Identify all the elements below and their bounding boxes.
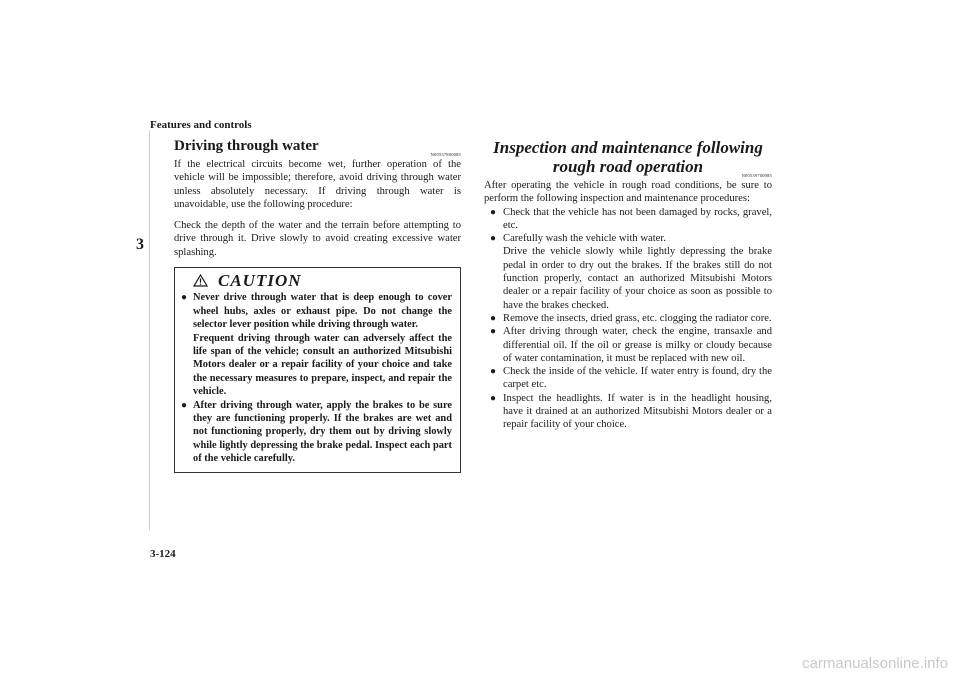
bullet-icon: ●	[490, 392, 497, 404]
section-title-line2: rough road operation	[552, 157, 704, 176]
page-number: 3-124	[150, 548, 176, 560]
caution-item	[181, 291, 452, 398]
bullet-icon: ●	[490, 206, 497, 218]
section-title-driving-through-water: Driving through water	[174, 138, 319, 154]
list-item	[484, 325, 772, 365]
list-item-text: After driving through water, check the engine, transaxle and differential oil. If the oil or grease is milky or cloudy because of water contamination, it must be replaced with new oil.	[503, 326, 772, 364]
caution-item-text: After driving through water, apply the brakes to be sure they are functioning properly. If the brakes are wet and not functioning properly, dry them out by driving slowly while lightly depressing the brake pedal. Inspect each part of the vehicle carefully.	[193, 399, 452, 465]
bullet-icon: ●	[490, 366, 497, 378]
bullet-icon: ●	[181, 292, 188, 304]
list-item	[484, 312, 772, 325]
caution-item-text: Never drive through water that is deep enough to cover wheel hubs, axles or exhaust pipe. Do not change the selector lever position while driving through water. Frequent driving through water can adversely affect the life span of the vehicle; consult an authorized Mitsubishi Motors dealer or a repair facility of your choice and take the necessary measures to prepare, inspect, and repair the vehicle.	[193, 292, 452, 398]
list-item-text: Inspect the headlights. If water is in the headlight housing, have it drained at an authorized Mitsubishi Motors dealer or a repair facility of your choice.	[503, 392, 772, 431]
caution-item	[181, 399, 452, 466]
list-item-text: Carefully wash the vehicle with water. Drive the vehicle slowly while lightly depressing the brake pedal in order to dry out the brakes. If the brakes still do not function properly, contact an authorized Mitsubishi Motors dealer or a repair facility of your choice as soon as possible to have the brakes checked.	[503, 233, 772, 311]
intro-paragraph: After operating the vehicle in rough road conditions, be sure to perform the following inspection and maintenance procedures:	[484, 180, 772, 205]
bullet-icon: ●	[490, 326, 497, 338]
list-item	[484, 365, 772, 392]
left-column	[174, 138, 461, 473]
right-column	[484, 138, 772, 432]
list-item	[484, 206, 772, 233]
chapter-tab: 3	[136, 236, 144, 253]
list-item-text: Remove the insects, dried grass, etc. clogging the radiator core.	[503, 312, 772, 324]
list-item-text: Check that the vehicle has not been damaged by rocks, gravel, etc.	[503, 206, 772, 231]
bullet-icon: ●	[181, 399, 188, 411]
section-title-inspection	[484, 138, 772, 176]
list-item	[484, 392, 772, 432]
caution-title: CAUTION	[218, 271, 302, 291]
margin-rule	[149, 130, 150, 530]
caution-box	[174, 267, 461, 473]
running-header: Features and controls	[150, 119, 252, 131]
section-title-line1: Inspection and maintenance following	[493, 138, 763, 157]
section-code: N00539700085	[741, 173, 772, 178]
paragraph: If the electrical circuits become wet, further operation of the vehicle will be impossible; therefore, avoid driving through water unless absolutely necessary. If driving through water is unavoidable, use the following procedure:	[174, 159, 461, 210]
caution-header	[193, 271, 452, 291]
watermark: carmanualsonline.info	[802, 655, 948, 672]
list-item	[484, 232, 772, 312]
section-code: N00537800085	[430, 152, 461, 157]
list-item-text: Check the inside of the vehicle. If water entry is found, dry the carpet etc.	[503, 366, 772, 391]
warning-triangle-icon	[193, 274, 208, 287]
bullet-icon: ●	[490, 233, 497, 245]
bullet-icon: ●	[490, 312, 497, 324]
paragraph: Check the depth of the water and the terrain before attempting to drive through it. Drive slowly to avoid creating excessive water splashing.	[174, 220, 461, 258]
